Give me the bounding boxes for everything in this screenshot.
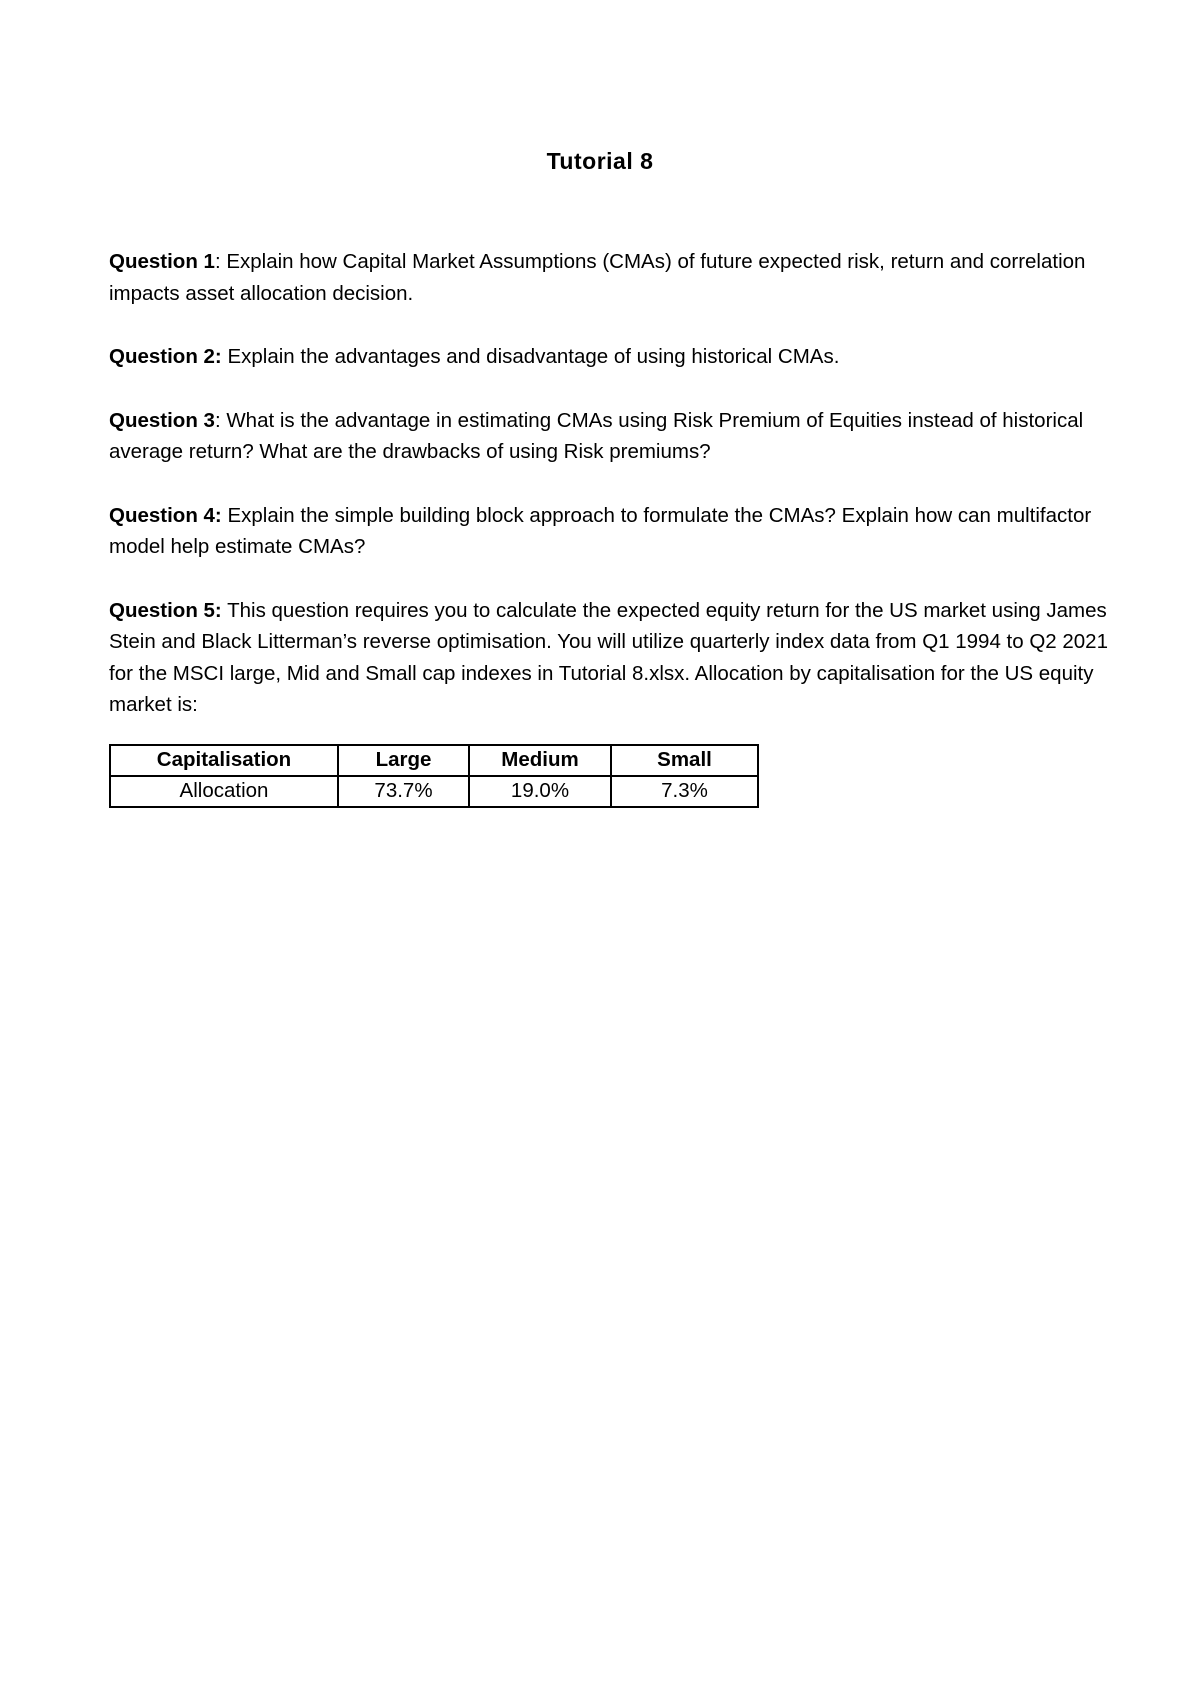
question-1-text: : Explain how Capital Market Assumptions (CMAs) of future expected risk, return and correlation impacts asset allocation decision. <box>109 250 1086 305</box>
allocation-table <box>109 744 759 808</box>
table-header-row <box>110 745 758 776</box>
document-body <box>109 246 1109 808</box>
question-2-label: Question 2: <box>109 345 222 368</box>
page-title: Tutorial 8 <box>546 148 654 174</box>
question-4 <box>109 500 1109 563</box>
question-2 <box>109 341 1109 373</box>
table-row <box>110 776 758 807</box>
question-3-text: : What is the advantage in estimating CMAs using Risk Premium of Equities instead of historical average return? What are the drawbacks of using Risk premiums? <box>109 408 1084 463</box>
question-2-text: Explain the advantages and disadvantage of using historical CMAs. <box>221 345 840 368</box>
question-1-label: Question 1 <box>109 250 215 273</box>
table-cell: 7.3% <box>611 776 758 807</box>
question-1 <box>109 246 1109 309</box>
table-cell: 73.7% <box>338 776 469 807</box>
question-3-label: Question 3 <box>109 408 215 432</box>
table-cell: Allocation <box>110 776 338 807</box>
table-header-cell: Large <box>338 745 469 776</box>
question-5 <box>109 595 1109 721</box>
question-5-text: This question requires you to calculate the expected equity return for the US market using James Stein and Black Litterman’s reverse optimisation. You will utilize quarterly index data from Q1 1994 to Q2 2021 for the MSCI large, Mid and Small cap indexes in Tutorial 8.xlsx. Allocation by capitalisation for the US equity market is: <box>109 598 1108 716</box>
question-5-label: Question 5: <box>109 598 222 622</box>
question-3 <box>109 405 1109 468</box>
table-cell: 19.0% <box>469 776 611 807</box>
question-4-text: Explain the simple building block approach to formulate the CMAs? Explain how can multifactor model help estimate CMAs? <box>109 503 1092 558</box>
table-header-cell: Capitalisation <box>110 745 338 776</box>
question-4-label: Question 4: <box>109 503 222 527</box>
table-header-cell: Small <box>611 745 758 776</box>
table-header-cell: Medium <box>469 745 611 776</box>
